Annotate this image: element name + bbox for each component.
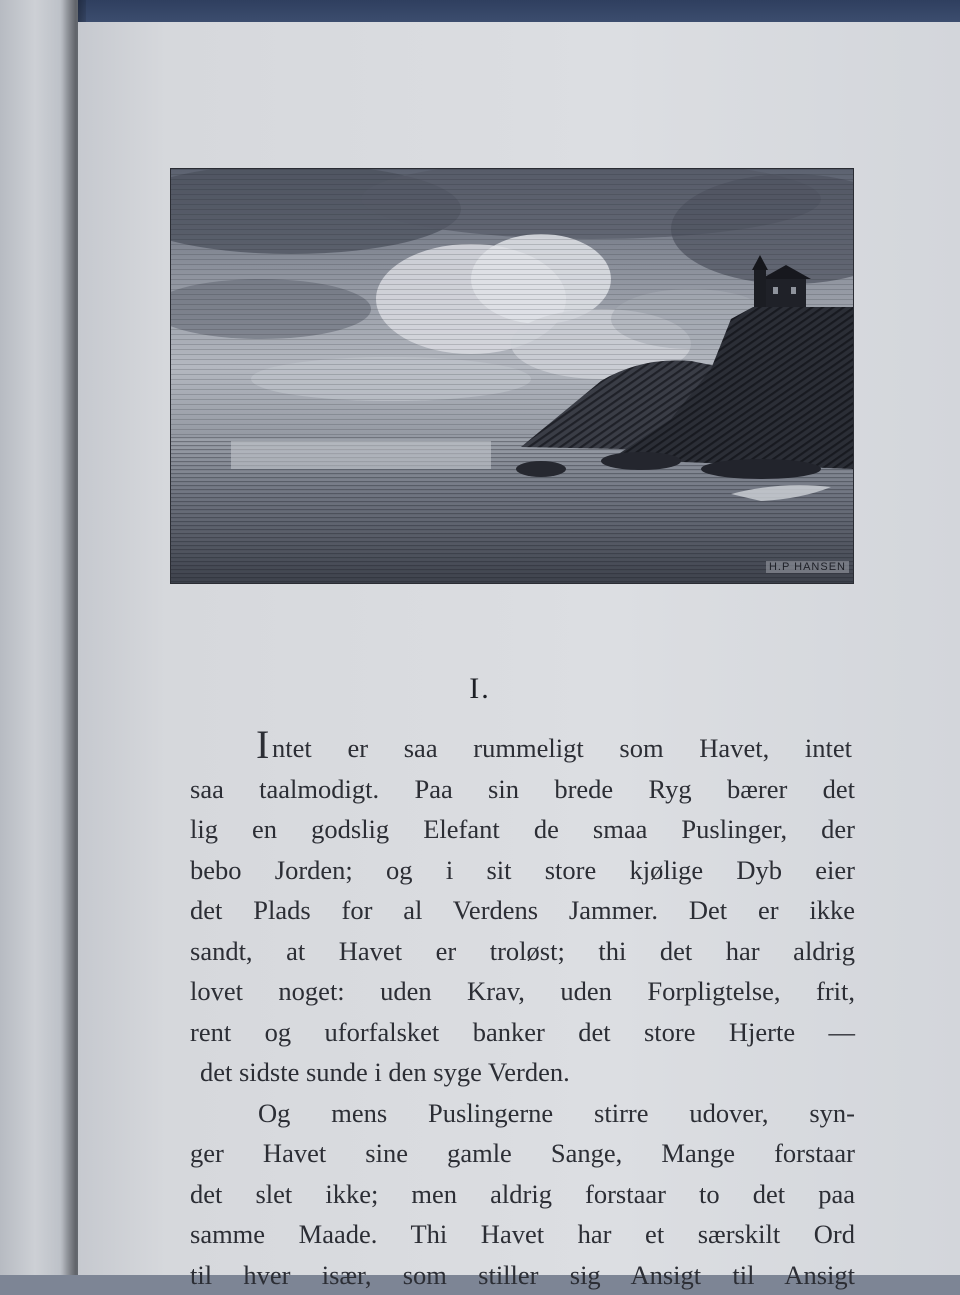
- drop-initial: I: [256, 730, 269, 760]
- coastal-engraving-illustration: [170, 168, 854, 584]
- text-line: rent og uforfalsket banker det store Hjerte —: [190, 1012, 855, 1053]
- text-line: lovet noget: uden Krav, uden Forpligtelse, frit,: [190, 971, 855, 1012]
- paragraph-1: [190, 728, 855, 1093]
- text-line: saa taalmodigt. Paa sin brede Ryg bærer det: [190, 769, 855, 810]
- chapter-heading: I.: [0, 672, 960, 706]
- text-line: samme Maade. Thi Havet har et særskilt Ord: [190, 1214, 855, 1255]
- text-line-content: ntet er saa rummeligt som Havet, intet: [256, 728, 852, 769]
- text-line: ger Havet sine gamle Sange, Mange forstaar: [190, 1133, 855, 1174]
- text-line: det sidste sunde i den syge Verden.: [190, 1052, 855, 1093]
- text-line: Og mens Puslingerne stirre udover, syn-: [190, 1093, 855, 1134]
- paragraph-2: [190, 1093, 855, 1295]
- body-text: [190, 728, 855, 1295]
- text-line: det Plads for al Verdens Jammer. Det er ikke: [190, 890, 855, 931]
- text-line: lig en godslig Elefant de smaa Puslinger, der: [190, 809, 855, 850]
- text-line: til hver især, som stiller sig Ansigt til Ansigt: [190, 1255, 855, 1295]
- text-line: [190, 728, 855, 769]
- artist-signature: H.P HANSEN: [766, 561, 849, 573]
- text-line: bebo Jorden; og i sit store kjølige Dyb eier: [190, 850, 855, 891]
- text-line: det slet ikke; men aldrig forstaar to det paa: [190, 1174, 855, 1215]
- text-line: sandt, at Havet er troløst; thi det har aldrig: [190, 931, 855, 972]
